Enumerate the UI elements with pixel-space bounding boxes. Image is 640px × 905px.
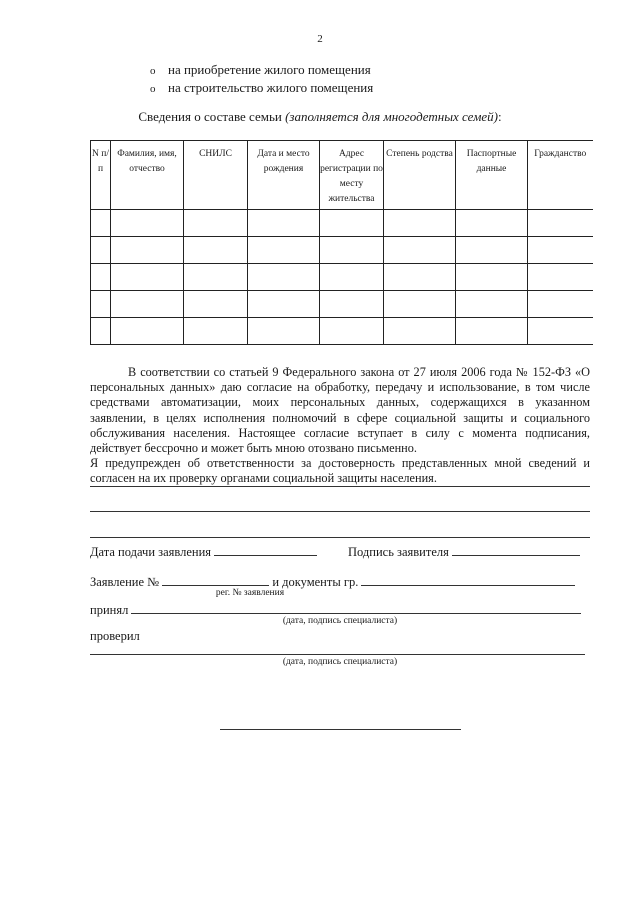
table-cell[interactable] xyxy=(248,210,320,237)
table-cell[interactable] xyxy=(384,291,456,318)
table-cell[interactable] xyxy=(248,264,320,291)
bottom-signature-line[interactable] xyxy=(220,729,461,730)
table-cell[interactable] xyxy=(91,318,111,345)
circle-bullet-icon: o xyxy=(150,65,156,77)
checked-label: проверил xyxy=(90,629,140,643)
option-label: на строительство жилого помещения xyxy=(168,80,374,95)
table-row xyxy=(91,210,593,237)
table-cell[interactable] xyxy=(91,237,111,264)
blank-line[interactable] xyxy=(90,511,590,512)
table-cell[interactable] xyxy=(528,291,593,318)
table-cell[interactable] xyxy=(320,210,384,237)
application-row xyxy=(90,573,575,590)
signature-field[interactable] xyxy=(452,543,580,556)
consent-paragraph: В соответствии со статьей 9 Федерального закона от 27 июля 2006 года № 152-ФЗ «О персональных данных» даю согласие на обработку, передачу и использование, в том числе средствами автоматизации, моих персональных данных, содержащихся в указанном заявлении, в целях исполнения полномочий в сфере социальной защиты и социального обслуживания населения. Настоящее согласие вступает в силу с момента подписания, действует бессрочно и может быть мною отозвано письменно. xyxy=(90,365,590,456)
column-header: Адрес регистрации по месту жительства xyxy=(320,141,384,210)
column-header: СНИЛС xyxy=(184,141,248,210)
option-construction xyxy=(150,80,373,96)
application-label: Заявление № xyxy=(90,575,160,589)
table-cell[interactable] xyxy=(528,237,593,264)
signature-label: Подпись заявителя xyxy=(348,545,449,559)
table-row xyxy=(91,291,593,318)
applicant-name-field[interactable] xyxy=(361,573,575,586)
checked-caption: (дата, подпись специалиста) xyxy=(282,657,398,667)
table-cell[interactable] xyxy=(456,237,528,264)
option-purchase xyxy=(150,62,371,78)
family-table xyxy=(90,140,593,345)
table-cell[interactable] xyxy=(111,210,184,237)
heading-note: (заполняется для многодетных семей) xyxy=(285,109,499,124)
signature-row xyxy=(348,543,580,560)
table-cell[interactable] xyxy=(184,264,248,291)
table-row xyxy=(91,264,593,291)
table-cell[interactable] xyxy=(320,318,384,345)
submission-date-row xyxy=(90,543,317,560)
table-cell[interactable] xyxy=(184,291,248,318)
reg-number-caption: рег. № заявления xyxy=(215,588,285,598)
column-header: Паспортные данные xyxy=(456,141,528,210)
table-row xyxy=(91,237,593,264)
accepted-label: принял xyxy=(90,603,129,617)
table-cell[interactable] xyxy=(384,318,456,345)
table-cell[interactable] xyxy=(111,237,184,264)
table-row xyxy=(91,318,593,345)
table-cell[interactable] xyxy=(384,264,456,291)
table-cell[interactable] xyxy=(528,210,593,237)
table-cell[interactable] xyxy=(320,291,384,318)
column-header: Степень родства xyxy=(384,141,456,210)
table-cell[interactable] xyxy=(184,237,248,264)
table-cell[interactable] xyxy=(184,210,248,237)
table-cell[interactable] xyxy=(384,210,456,237)
date-label: Дата подачи заявления xyxy=(90,545,212,559)
heading-colon: : xyxy=(498,109,502,124)
table-cell[interactable] xyxy=(528,264,593,291)
table-cell[interactable] xyxy=(248,237,320,264)
circle-bullet-icon: o xyxy=(150,83,156,95)
table-cell[interactable] xyxy=(91,210,111,237)
blank-line[interactable] xyxy=(90,537,590,538)
table-cell[interactable] xyxy=(111,318,184,345)
option-label: на приобретение жилого помещения xyxy=(168,62,371,77)
date-field[interactable] xyxy=(214,543,317,556)
accepted-field[interactable] xyxy=(131,601,581,614)
table-cell[interactable] xyxy=(111,264,184,291)
application-number-field[interactable] xyxy=(162,573,269,586)
table-cell[interactable] xyxy=(184,318,248,345)
blank-line[interactable] xyxy=(90,486,590,487)
table-cell[interactable] xyxy=(384,237,456,264)
page-number: 2 xyxy=(317,33,323,45)
column-header: Фамилия, имя, отчество xyxy=(111,141,184,210)
family-section-heading xyxy=(0,109,640,125)
column-header: Гражданство xyxy=(528,141,593,210)
column-header: Дата и место рождения xyxy=(248,141,320,210)
table-cell[interactable] xyxy=(528,318,593,345)
table-cell[interactable] xyxy=(111,291,184,318)
table-cell[interactable] xyxy=(456,264,528,291)
table-cell[interactable] xyxy=(320,237,384,264)
table-header-row xyxy=(91,141,593,210)
documents-label: и документы гр. xyxy=(272,575,359,589)
checked-field[interactable] xyxy=(90,654,585,655)
column-header: N п/ п xyxy=(91,141,111,210)
table-cell[interactable] xyxy=(456,318,528,345)
table-cell[interactable] xyxy=(91,291,111,318)
responsibility-statement: Я предупрежден об ответственности за достоверность представленных мной сведений и согласен на их проверку органами социальной защиты населения. xyxy=(90,456,590,486)
table-cell[interactable] xyxy=(248,318,320,345)
table-cell[interactable] xyxy=(91,264,111,291)
table-cell[interactable] xyxy=(320,264,384,291)
consent-text xyxy=(90,365,590,487)
table-cell[interactable] xyxy=(248,291,320,318)
accepted-caption: (дата, подпись специалиста) xyxy=(282,616,398,626)
heading-main: Сведения о составе семьи xyxy=(138,109,282,124)
table-cell[interactable] xyxy=(456,210,528,237)
table-cell[interactable] xyxy=(456,291,528,318)
